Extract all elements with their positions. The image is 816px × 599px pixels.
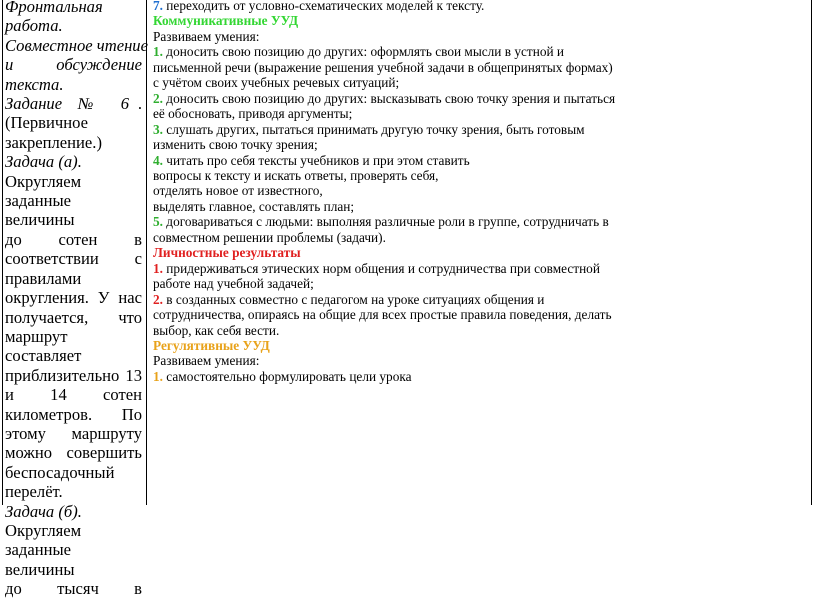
- right-line: Развиваем умения:: [153, 28, 260, 44]
- right-line: совместном решении проблемы (задачи).: [153, 229, 386, 245]
- left-line: закрепление.): [5, 132, 102, 152]
- right-line: сотрудничества, опираясь на общие для всех простые правила поведения, делать: [153, 307, 612, 323]
- right-line: [153, 44, 803, 59]
- right-line: с учётом своих учебных речевых ситуаций;: [153, 75, 400, 91]
- item-text: доносить свою позицию до других: высказывать свою точку зрения и пытаться: [162, 90, 616, 106]
- left-line: Округляем: [5, 171, 82, 191]
- right-line: [153, 122, 803, 137]
- right-line: письменной речи (выражение решения учебной задачи в общепринятых формах): [153, 59, 613, 75]
- left-line: и обсуждение: [5, 55, 142, 75]
- item-text: переходить от условно-схематических моделей к тексту.: [162, 0, 485, 13]
- left-line: этому маршруту: [5, 423, 142, 443]
- item-text: слушать других, пытаться принимать другую точку зрения, быть готовым: [162, 121, 585, 137]
- left-line: получается, что: [5, 307, 142, 327]
- left-line: можно совершить: [5, 443, 142, 463]
- right-column: [153, 0, 803, 384]
- task-label: Задание № 6: [5, 94, 129, 114]
- right-line: [153, 0, 803, 13]
- item-number: 2.: [153, 90, 163, 106]
- right-line: вопросы к тексту и искать ответы, проверять себя,: [153, 167, 439, 183]
- left-line: Округляем: [5, 520, 82, 540]
- item-number: 3.: [153, 121, 163, 137]
- right-line: выделять главное, составлять план;: [153, 198, 355, 214]
- left-line: работа.: [5, 16, 63, 36]
- item-number: 2.: [153, 291, 163, 307]
- right-line: [153, 153, 803, 168]
- right-line: [153, 292, 803, 307]
- item-number: 5.: [153, 214, 163, 230]
- left-line: приблизительно 13: [5, 365, 142, 385]
- item-text: придерживаться этических норм общения и сотрудничества при совместной: [162, 260, 600, 276]
- right-line: [153, 261, 803, 276]
- left-line: [5, 94, 142, 113]
- left-line: Задача (б).: [5, 501, 82, 521]
- left-line: перелёт.: [5, 482, 63, 502]
- section-heading-communicative: Коммуникативные УУД: [153, 13, 299, 29]
- left-line: километров. По: [5, 404, 142, 424]
- item-text: доносить свою позицию до других: оформлять свои мысли в устной и: [162, 44, 565, 60]
- left-column: [5, 0, 148, 599]
- left-line: до тысяч в: [5, 579, 142, 599]
- item-number: 4.: [153, 152, 163, 168]
- item-text: договариваться с людьми: выполняя различные роли в группе, сотрудничать в: [162, 214, 609, 230]
- left-line: беспосадочный: [5, 462, 115, 482]
- left-line: округления. У нас: [5, 288, 142, 308]
- item-number: 7.: [153, 0, 163, 13]
- left-line: текста.: [5, 74, 64, 94]
- column-divider: [146, 0, 147, 505]
- right-line: отделять новое от известного,: [153, 183, 323, 199]
- item-text: в созданных совместно с педагогом на уроке ситуациях общения и: [162, 291, 545, 307]
- left-line: (Первичное: [5, 113, 88, 133]
- right-line: работе над учебной задачей;: [153, 276, 314, 292]
- left-line: Фронтальная: [5, 0, 103, 16]
- left-line: Задача (а).: [5, 152, 82, 172]
- right-line: [153, 91, 803, 106]
- right-line: выбор, как себя вести.: [153, 322, 280, 338]
- right-line: Развиваем умения:: [153, 353, 260, 369]
- left-line: до сотен в: [5, 229, 142, 249]
- left-line: соответствии с: [5, 249, 142, 269]
- task-period: .: [137, 94, 142, 114]
- left-line: заданные величины: [5, 191, 75, 230]
- item-number: 1.: [153, 260, 163, 276]
- right-line: её обосновать, приводя аргументы;: [153, 106, 353, 122]
- item-number: 1.: [153, 368, 163, 384]
- right-line: [153, 214, 803, 229]
- left-line: заданные величины: [5, 540, 75, 579]
- item-text: читать про себя тексты учебников и при этом ставить: [162, 152, 470, 168]
- section-heading-regulatory: Регулятивные УУД: [153, 337, 270, 353]
- item-number: 1.: [153, 44, 163, 60]
- left-line: и 14 сотен: [5, 385, 142, 405]
- section-heading-personal: Личностные результаты: [153, 245, 301, 261]
- left-line: маршрут составляет: [5, 326, 82, 366]
- right-line: [153, 369, 803, 384]
- item-text: самостоятельно формулировать цели урока: [162, 368, 412, 384]
- left-line: Совместное чтение: [5, 35, 148, 55]
- right-line: изменить свою точку зрения;: [153, 137, 318, 153]
- left-line: правилами: [5, 268, 82, 288]
